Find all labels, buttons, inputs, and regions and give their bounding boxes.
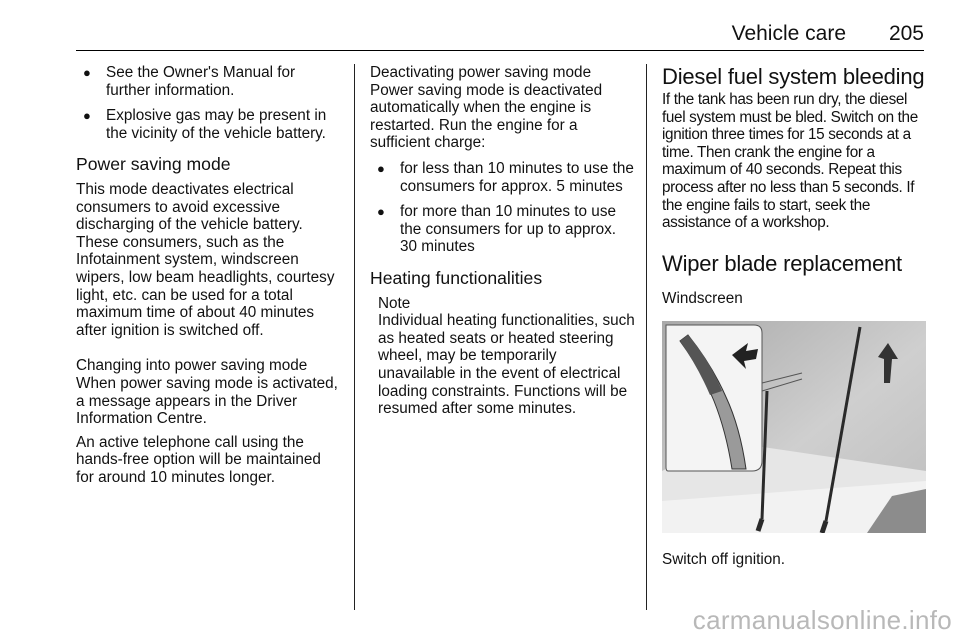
note-box bbox=[370, 295, 636, 418]
watermark: carmanualsonline.info bbox=[692, 605, 952, 635]
note-text: Individual heating functionalities, such as heated seats or heated steering wheel, may be temporarily unavailable in the event of electrical loading constraints. Functions will be resumed after some minutes. bbox=[378, 312, 635, 418]
column-2 bbox=[370, 64, 636, 418]
figure-caption: Switch off ignition. bbox=[662, 551, 786, 569]
column-1 bbox=[76, 64, 342, 486]
heading-power-saving-mode: Power saving mode bbox=[76, 154, 231, 175]
heading-windscreen: Windscreen bbox=[662, 289, 743, 307]
heading-heating-functionalities: Heating functionalities bbox=[370, 267, 543, 288]
heading-wiper-blade-replacement: Wiper blade replacement bbox=[662, 250, 902, 276]
bullet-item: ● Explosive gas may be present in the vicinity of the vehicle battery. bbox=[76, 107, 342, 142]
wiper-illustration bbox=[662, 321, 926, 533]
heading-deactivating-power-saving: Deactivating power saving mode bbox=[370, 64, 592, 81]
paragraph-power-saving: This mode deactivates electrical consumers to avoid excessive discharging of the vehicle battery. These consumers, such as the Infotainment system, windscreen wipers, low beam headlights, courtesy light, etc. can be used for a total maximum time of about 40 minutes after ignition is switched off. bbox=[76, 180, 335, 339]
paragraph-deactivating: Power saving mode is deactivated automatically when the engine is restarted. Run the engine for a sufficient charge: bbox=[370, 81, 603, 152]
note-label: Note bbox=[378, 294, 411, 312]
section-title: Vehicle care bbox=[731, 22, 846, 45]
column-divider bbox=[646, 64, 647, 610]
paragraph-changing-1: When power saving mode is activated, a message appears in the Driver Information Centre. bbox=[76, 374, 338, 428]
column-divider bbox=[354, 64, 355, 610]
paragraph-changing-2: An active telephone call using the hands-free option will be maintained for around 10 minutes longer. bbox=[76, 433, 321, 486]
bullet-item: ● for more than 10 minutes to use the consumers for up to approx. 30 minutes bbox=[370, 203, 636, 256]
paragraph-diesel: If the tank has been run dry, the diesel fuel system must be bled. Switch on the ignition three times for 15 seconds at a time. Then crank the engine for a maximum of 40 seconds. Repeat this process after no less than 5 seconds. If the engine fails to start, seek the assistance of a workshop. bbox=[662, 91, 918, 232]
bullet-item: ● See the Owner's Manual for further information. bbox=[76, 64, 342, 99]
column-3 bbox=[662, 64, 926, 569]
page-number: 205 bbox=[888, 22, 924, 45]
heading-changing-into-power-saving: Changing into power saving mode bbox=[76, 357, 308, 375]
heading-diesel-fuel-system-bleeding: Diesel fuel system bleeding bbox=[662, 64, 925, 89]
page-header bbox=[76, 18, 924, 51]
bullet-item: ● for less than 10 minutes to use the consumers for approx. 5 minutes bbox=[370, 160, 636, 195]
